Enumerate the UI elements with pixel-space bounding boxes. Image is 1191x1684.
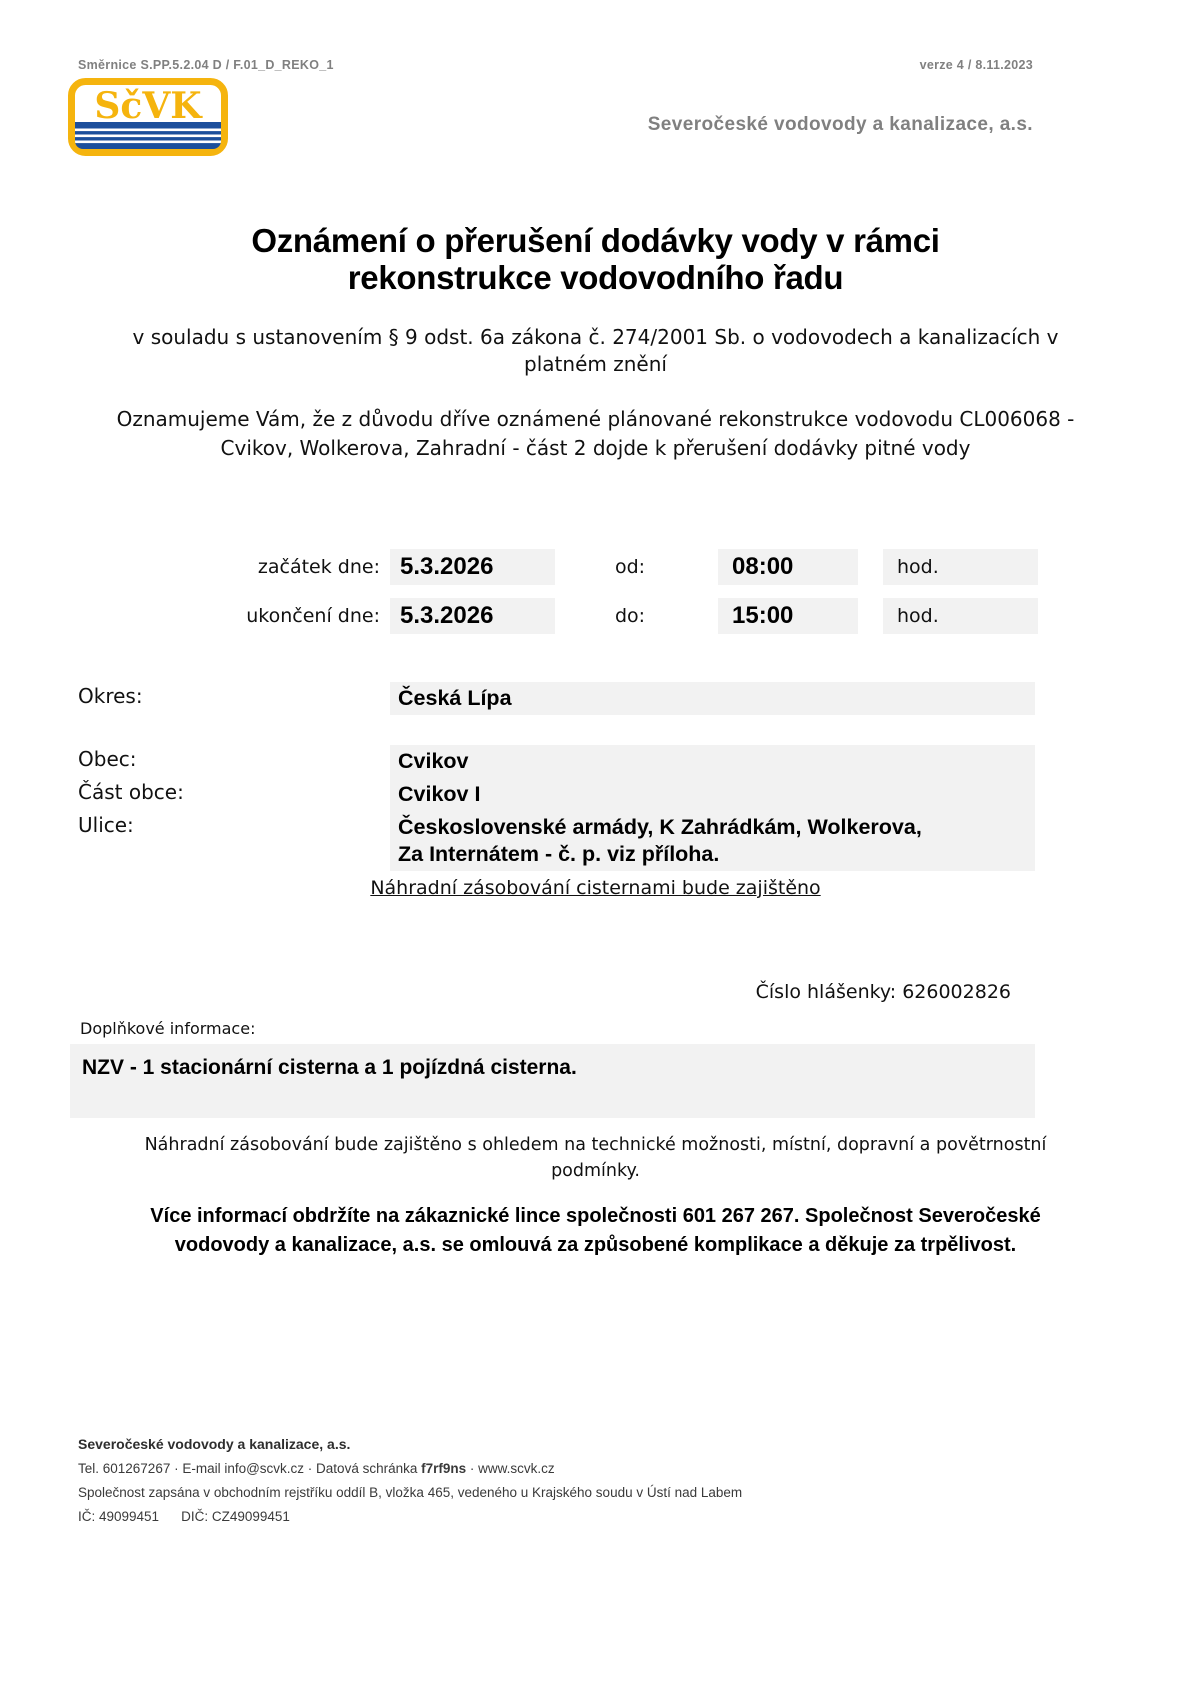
announcement-text: Oznamujeme Vám, že z důvodu dříve oznámené plánované rekonstrukce vodovodu CL006068 - Cvikov, Wolkerova, Zahradní - část 2 dojde k přerušení dodávky pitné vody (116, 407, 1075, 460)
footer-contact-post: · www.scvk.cz (466, 1461, 555, 1476)
page-title-line2: rekonstrukce vodovodního řadu (347, 259, 844, 296)
to-label: do: (615, 605, 646, 627)
conditions-note: Náhradní zásobování bude zajištěno s ohledem na technické možnosti, místní, dopravní a povětrnostní podmínky. (144, 1135, 1047, 1181)
directive-code: Směrnice S.PP.5.2.04 D / F.01_D_REKO_1 (78, 58, 334, 72)
to-time-value: 15:00 (718, 598, 858, 634)
additional-info-box: NZV - 1 stacionární cisterna a 1 pojízdná cisterna. (70, 1044, 1035, 1118)
report-number-label: Číslo hlášenky: (755, 981, 897, 1003)
end-date-label: ukončení dne: (246, 605, 380, 627)
footer-company-name: Severočeské vodovody a kanalizace, a.s. (78, 1436, 351, 1452)
district-row (78, 682, 1191, 715)
schedule-start-row (78, 549, 1191, 585)
footer-dic: DIČ: CZ49099451 (181, 1509, 290, 1524)
municipality-label: Obec: (78, 747, 137, 771)
hour-unit-label: hod. (883, 598, 1038, 634)
footer-ic: IČ: 49099451 (78, 1509, 160, 1524)
schedule-end-row (78, 598, 1191, 634)
from-label: od: (615, 556, 646, 578)
street-label: Ulice: (78, 813, 134, 837)
legal-reference: v souladu s ustanovením § 9 odst. 6a zákona č. 274/2001 Sb. o vodovodech a kanalizacích v platném znění (132, 325, 1059, 376)
hour-unit-label: hod. (883, 549, 1038, 585)
page-title-line1: Oznámení o přerušení dodávky vody v rámci (251, 222, 940, 259)
end-date-value: 5.3.2026 (390, 598, 555, 634)
footer-company-ids (78, 1509, 1191, 1525)
from-time-value: 08:00 (718, 549, 858, 585)
contact-apology-note: Více informací obdržíte na zákaznické lince společnosti 601 267 267. Společnost Severočeské vodovody a kanalizace, a.s. se omlouvá za způsobené komplikace a děkuje za trpělivost. (150, 1205, 1041, 1256)
document-footer (78, 1436, 1191, 1525)
start-date-value: 5.3.2026 (390, 549, 555, 585)
street-value-line1: Československé armády, K Zahrádkám, Wolkerova, (398, 815, 922, 839)
footer-registration: Společnost zapsána v obchodním rejstříku oddíl B, vložka 465, vedeného u Krajského soudu v Ústí nad Labem (78, 1485, 743, 1500)
municipality-group (0, 745, 1191, 871)
report-number-value: 626002826 (902, 981, 1011, 1003)
municipality-part-row (78, 778, 1191, 811)
scvk-logo-image (68, 78, 228, 156)
street-value (390, 811, 1035, 871)
footer-contact-line (78, 1461, 1191, 1477)
document-header (68, 78, 1033, 178)
additional-info-label: Doplňkové informace: (80, 1019, 256, 1038)
municipality-value: Cvikov (390, 745, 1035, 778)
version-label: verze 4 / 8.11.2023 (919, 58, 1033, 72)
footer-databox-id: f7rf9ns (421, 1461, 467, 1476)
page-title (0, 222, 1191, 296)
logo-text: SčVK (94, 85, 202, 127)
municipality-part-value: Cvikov I (390, 778, 1035, 811)
scvk-logo (68, 78, 228, 156)
document-header-top (78, 58, 1033, 72)
start-date-label: začátek dne: (257, 556, 380, 578)
street-row (78, 811, 1191, 871)
report-number (0, 981, 1011, 1003)
municipality-part-label: Část obce: (78, 780, 184, 804)
district-label: Okres: (78, 684, 143, 708)
footer-contact-pre: Tel. 601267267 · E-mail info@scvk.cz · Datová schránka (78, 1461, 422, 1476)
street-value-line2: Za Internátem - č. p. viz příloha. (398, 842, 720, 866)
substitute-supply-note: Náhradní zásobování cisternami bude zajištěno (370, 877, 821, 899)
municipality-row (78, 745, 1191, 778)
company-name: Severočeské vodovody a kanalizace, a.s. (647, 114, 1033, 135)
district-value: Česká Lípa (390, 682, 1035, 715)
